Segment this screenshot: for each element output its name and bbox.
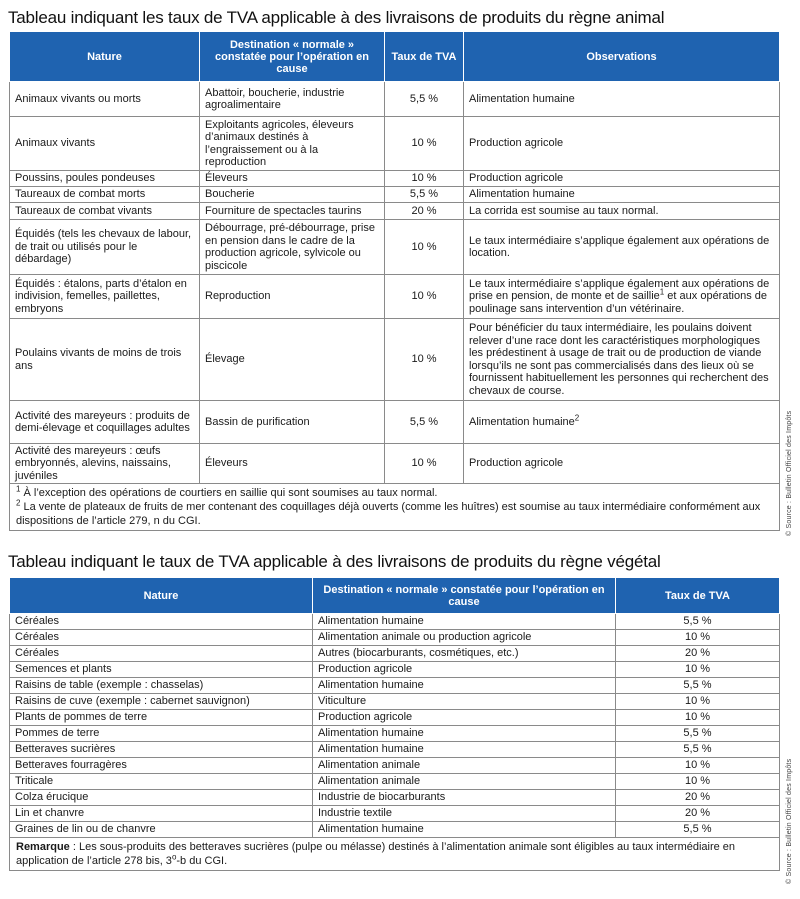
table-row (10, 275, 780, 319)
table-row (10, 678, 780, 694)
remark (10, 838, 780, 871)
cell-nature: Équidés : étalons, parts d’étalon en indivision, femelles, paillettes, embryons (10, 275, 200, 319)
table-row (10, 444, 780, 484)
cell-taux: 10 % (385, 319, 464, 401)
header-observations: Observations (464, 32, 780, 82)
cell-destination: Autres (biocarburants, cosmétiques, etc.) (313, 646, 616, 662)
cell-nature: Céréales (10, 630, 313, 646)
cell-observations: Production agricole (464, 171, 780, 187)
cell-nature: Betteraves sucrières (10, 742, 313, 758)
footnote-text: La vente de plateaux de fruits de mer contenant des coquillages déjà ouverts (comme les huîtres) est soumise au taux intermédiaire conformément aux dispositions de l’article 279, n du CGI. (16, 501, 761, 527)
cell-nature: Plants de pommes de terre (10, 710, 313, 726)
observation-text: Le taux intermédiaire s’applique également aux opérations de prise en pension, de monte et de saillie (469, 277, 770, 303)
cell-destination: Production agricole (313, 662, 616, 678)
table-row (10, 710, 780, 726)
cell-observations: Alimentation humaine (464, 82, 780, 117)
cell-destination: Alimentation animale (313, 758, 616, 774)
table-row (10, 694, 780, 710)
cell-nature: Colza érucique (10, 790, 313, 806)
cell-destination: Élevage (200, 319, 385, 401)
footnote-mark: 1 (16, 484, 21, 494)
cell-destination: Alimentation humaine (313, 678, 616, 694)
header-destination: Destination « normale » constatée pour l’opération en cause (313, 578, 616, 614)
cell-nature: Taureaux de combat vivants (10, 203, 200, 220)
vegetal-vat-table (9, 577, 780, 871)
table-row (10, 82, 780, 117)
cell-taux: 5,5 % (616, 726, 780, 742)
cell-taux: 5,5 % (385, 401, 464, 444)
cell-observations: Production agricole (464, 117, 780, 171)
cell-nature: Poulains vivants de moins de trois ans (10, 319, 200, 401)
cell-nature: Triticale (10, 774, 313, 790)
cell-taux: 20 % (616, 646, 780, 662)
cell-observations: Production agricole (464, 444, 780, 484)
observation-text: Alimentation humaine (469, 415, 575, 428)
cell-taux: 5,5 % (616, 678, 780, 694)
cell-nature: Activité des mareyeurs : produits de demi-élevage et coquillages adultes (10, 401, 200, 444)
cell-nature: Céréales (10, 614, 313, 630)
table-row (10, 726, 780, 742)
source-credit: © Source : Bulletin Officiel des Impôts (786, 410, 793, 536)
remark-row (10, 838, 780, 871)
cell-nature: Animaux vivants ou morts (10, 82, 200, 117)
cell-nature: Poussins, poules pondeuses (10, 171, 200, 187)
header-nature: Nature (10, 578, 313, 614)
cell-nature: Graines de lin ou de chanvre (10, 822, 313, 838)
cell-taux: 10 % (385, 117, 464, 171)
cell-nature: Équidés (tels les chevaux de labour, de trait ou utilisés pour le débardage) (10, 220, 200, 275)
cell-observations: Alimentation humaine (464, 187, 780, 203)
table-row (10, 742, 780, 758)
cell-taux: 5,5 % (385, 82, 464, 117)
cell-destination: Abattoir, boucherie, industrie agroalimentaire (200, 82, 385, 117)
cell-nature: Animaux vivants (10, 117, 200, 171)
cell-destination: Reproduction (200, 275, 385, 319)
header-taux: Taux de TVA (616, 578, 780, 614)
cell-observations: La corrida est soumise au taux normal. (464, 203, 780, 220)
header-nature: Nature (10, 32, 200, 82)
footnotes (10, 484, 780, 531)
cell-taux: 20 % (616, 806, 780, 822)
cell-destination: Alimentation animale (313, 774, 616, 790)
cell-nature: Raisins de cuve (exemple : cabernet sauvignon) (10, 694, 313, 710)
cell-observations (464, 275, 780, 319)
cell-destination: Exploitants agricoles, éleveurs d’animaux destinés à l’engraissement ou à la reproduction (200, 117, 385, 171)
source-credit: © Source : Bulletin Officiel des Impôts (786, 758, 793, 884)
table-row (10, 319, 780, 401)
table-header-row (10, 578, 780, 614)
footnote-2 (16, 500, 773, 528)
cell-destination: Alimentation humaine (313, 726, 616, 742)
table-row (10, 630, 780, 646)
table-row (10, 646, 780, 662)
table-row (10, 401, 780, 444)
cell-destination: Fourniture de spectacles taurins (200, 203, 385, 220)
vegetal-table-title: Tableau indiquant le taux de TVA applicable à des livraisons de produits du règne végétal (8, 552, 661, 571)
footnotes-row (10, 484, 780, 531)
table-row (10, 614, 780, 630)
cell-taux: 20 % (616, 790, 780, 806)
cell-nature: Betteraves fourragères (10, 758, 313, 774)
observation-text: et aux opérations de poulinage sans intervention d’un vétérinaire. (469, 290, 767, 315)
table-row (10, 117, 780, 171)
cell-taux: 5,5 % (616, 822, 780, 838)
remark-sup: o (171, 852, 177, 862)
cell-destination: Débourrage, pré-débourrage, prise en pension dans le cadre de la production agricole, sylvicole ou piscicole (200, 220, 385, 275)
cell-taux: 5,5 % (616, 742, 780, 758)
cell-destination: Éleveurs (200, 171, 385, 187)
cell-destination: Alimentation animale ou production agricole (313, 630, 616, 646)
table-row (10, 220, 780, 275)
table-row (10, 662, 780, 678)
cell-taux: 10 % (385, 275, 464, 319)
cell-taux: 10 % (385, 171, 464, 187)
cell-destination: Bassin de purification (200, 401, 385, 444)
cell-taux: 10 % (616, 758, 780, 774)
cell-taux: 10 % (385, 220, 464, 275)
cell-destination: Production agricole (313, 710, 616, 726)
cell-nature: Lin et chanvre (10, 806, 313, 822)
table-row (10, 806, 780, 822)
animal-vat-table (9, 31, 780, 531)
cell-observations (464, 401, 780, 444)
cell-nature: Pommes de terre (10, 726, 313, 742)
cell-observations: Le taux intermédiaire s’applique également aux opérations de location. (464, 220, 780, 275)
cell-destination: Alimentation humaine (313, 742, 616, 758)
cell-nature: Activité des mareyeurs : œufs embryonnés, alevins, naissains, juvéniles (10, 444, 200, 484)
table-header-row (10, 32, 780, 82)
cell-observations: Pour bénéficier du taux intermédiaire, les poulains doivent relever d’une race dont les caractéristiques morphologiques les prédestinent à usage de trait ou de production de viande lorsqu’ils ne sont pas commercialisés dans des lieux où se fournissent habituellement les personnes qui recherchent des chevaux de course. (464, 319, 780, 401)
cell-destination: Éleveurs (200, 444, 385, 484)
cell-nature: Semences et plants (10, 662, 313, 678)
cell-destination: Alimentation humaine (313, 614, 616, 630)
header-destination: Destination « normale » constatée pour l’opération en cause (200, 32, 385, 82)
footnote-text: À l’exception des opérations de courtiers en saillie qui sont soumises au taux normal. (20, 487, 438, 499)
table-row (10, 171, 780, 187)
cell-nature: Céréales (10, 646, 313, 662)
cell-taux: 10 % (385, 444, 464, 484)
cell-nature: Taureaux de combat morts (10, 187, 200, 203)
footnote-mark: 2 (16, 498, 21, 508)
cell-destination: Industrie textile (313, 806, 616, 822)
cell-nature: Raisins de table (exemple : chasselas) (10, 678, 313, 694)
animal-table-title: Tableau indiquant les taux de TVA applicable à des livraisons de produits du règne animal (8, 8, 665, 27)
cell-taux: 10 % (616, 662, 780, 678)
cell-taux: 10 % (616, 774, 780, 790)
cell-taux: 10 % (616, 710, 780, 726)
remark-text: : Les sous-produits des betteraves sucrières (pulpe ou mélasse) destinés à l’alimentation animale sont éligibles au taux intermédiaire en application de l’article 278 bis, 3 (16, 841, 736, 867)
cell-destination: Viticulture (313, 694, 616, 710)
table-row (10, 822, 780, 838)
footnote-ref: 1 (659, 287, 665, 297)
table-row (10, 758, 780, 774)
cell-taux: 10 % (616, 630, 780, 646)
table-row (10, 774, 780, 790)
header-taux: Taux de TVA (385, 32, 464, 82)
cell-taux: 10 % (616, 694, 780, 710)
footnote-1 (16, 486, 773, 500)
cell-destination: Industrie de biocarburants (313, 790, 616, 806)
remark-label: Remarque (16, 841, 70, 853)
table-row (10, 790, 780, 806)
table-row (10, 187, 780, 203)
cell-destination: Boucherie (200, 187, 385, 203)
cell-destination: Alimentation humaine (313, 822, 616, 838)
table-row (10, 203, 780, 220)
cell-taux: 5,5 % (616, 614, 780, 630)
cell-taux: 5,5 % (385, 187, 464, 203)
footnote-ref: 2 (574, 413, 580, 423)
cell-taux: 20 % (385, 203, 464, 220)
remark-text: -b du CGI. (176, 855, 228, 867)
